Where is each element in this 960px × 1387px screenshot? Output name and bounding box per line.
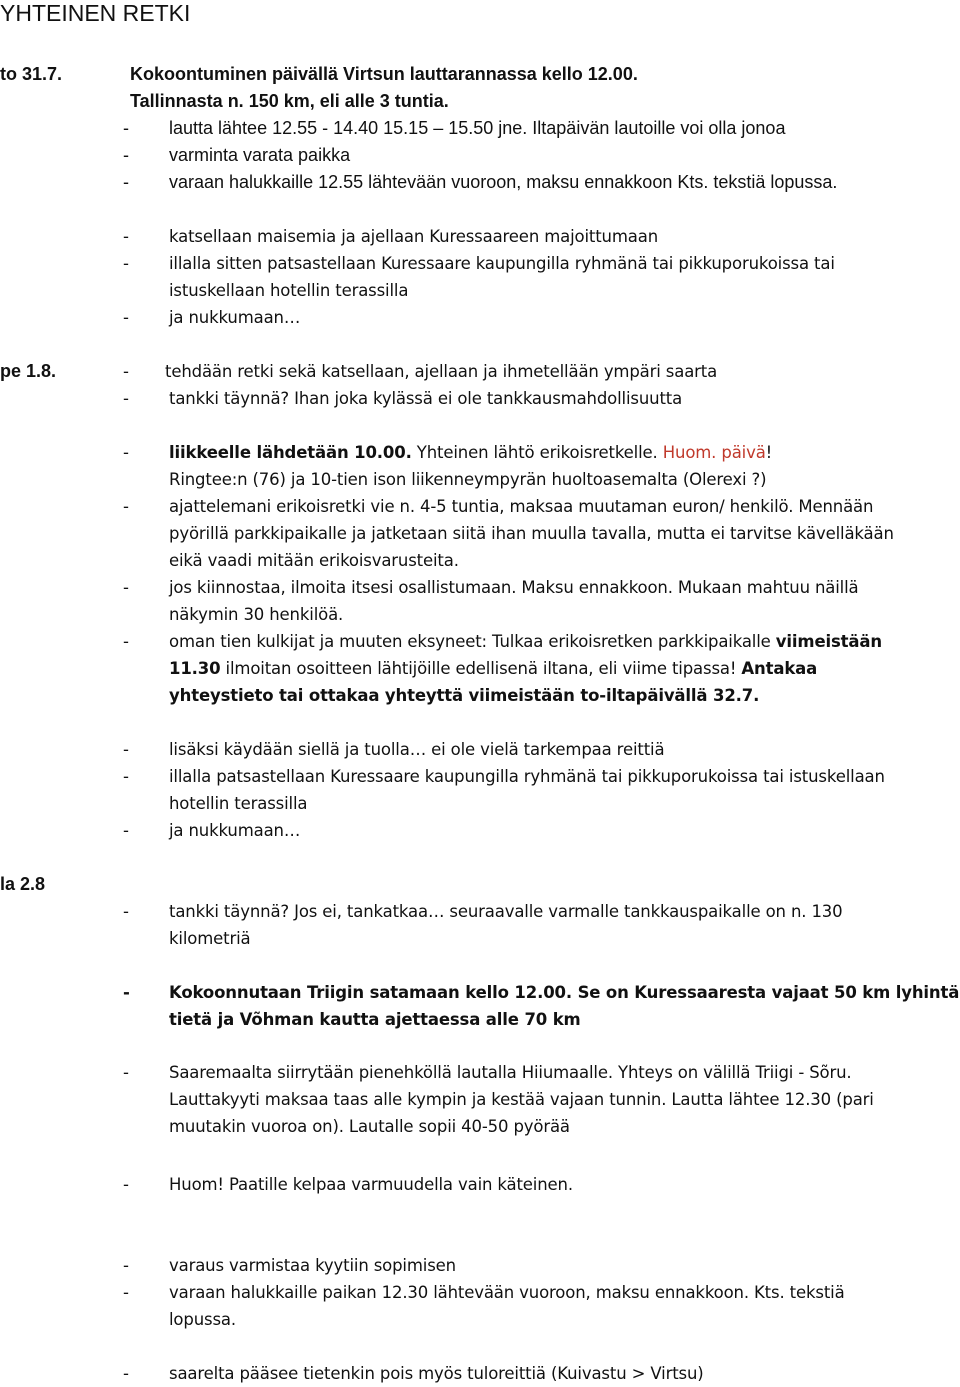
list-item-continuation: pyörillä parkkipaikalle ja jatketaan siitä ihan muulla tavalla, mutta ei tarvitse kävelläkään xyxy=(169,524,894,543)
bullet-dash: - xyxy=(123,1063,129,1082)
bullet-dash: - xyxy=(123,227,129,246)
bullet-dash: - xyxy=(123,389,129,408)
bullet-dash: - xyxy=(123,145,129,165)
list-item-continuation: näkymin 30 henkilöä. xyxy=(169,605,344,624)
list-item-text-part: oman tien kulkijat ja muuten eksyneet: Tulkaa erikoisretken parkkipaikalle xyxy=(169,632,776,651)
list-item-continuation: hotellin terassilla xyxy=(169,794,308,813)
list-item-text: Saaremaalta siirrytään pienehköllä lautalla Hiiumaalle. Yhteys on välillä Triigi - Sõru. xyxy=(169,1063,852,1082)
list-item-text: ja nukkumaan… xyxy=(169,821,301,840)
departure-note: Yhteinen lähtö erikoisretkelle. xyxy=(411,443,663,462)
bullet-dash: - xyxy=(123,767,129,786)
list-item-text: ja nukkumaan… xyxy=(169,308,301,327)
bullet-dash: - xyxy=(123,308,129,327)
list-item-continuation: lopussa. xyxy=(169,1310,236,1329)
list-item-continuation: istuskellaan hotellin terassilla xyxy=(169,281,409,300)
contact-note: Antakaa xyxy=(741,659,818,678)
list-item-text xyxy=(169,439,772,466)
list-item-text: Huom! Paatille kelpaa varmuudella vain käteinen. xyxy=(169,1175,573,1194)
list-item-text: illalla patsastellaan Kuressaare kaupungilla ryhmänä tai pikkuporukoissa tai istuskellaan xyxy=(169,767,885,786)
list-item-text-part: ilmoitan osoitteen lähtijöille edellisenä iltana, eli viime tipassa! xyxy=(220,659,742,678)
deadline-word: viimeistään xyxy=(775,632,882,651)
list-item-text: saarelta pääsee tietenkin pois myös tuloreittiä (Kuivastu > Virtsu) xyxy=(169,1364,704,1383)
bullet-dash: - xyxy=(123,497,129,516)
list-item-text: ajattelemani erikoisretki vie n. 4-5 tuntia, maksaa muutaman euron/ henkilö. Mennään xyxy=(169,497,874,516)
bullet-dash: - xyxy=(123,1175,129,1194)
list-item-continuation: tietä ja Võhman kautta ajettaessa alle 70 km xyxy=(169,1010,581,1029)
bullet-dash: - xyxy=(123,1283,129,1302)
bullet-dash: - xyxy=(123,902,129,921)
day-note: Huom. päivä xyxy=(662,443,766,462)
list-item-continuation xyxy=(169,655,817,682)
bullet-dash: - xyxy=(123,118,129,138)
list-item-text xyxy=(169,628,882,655)
day-label-saturday: la 2.8 xyxy=(0,874,46,894)
day-label-friday: pe 1.8. xyxy=(0,361,57,381)
bullet-dash: - xyxy=(123,172,129,192)
list-item-text: tehdään retki sekä katsellaan, ajellaan ja ihmetellään ympäri saarta xyxy=(165,362,718,381)
list-item-continuation: yhteystieto tai ottakaa yhteyttä viimeistään to-iltapäivällä 32.7. xyxy=(169,686,760,705)
bullet-dash: - xyxy=(123,443,129,462)
list-item-continuation: Lauttakyyti maksaa taas alle kympin ja kestää vajaan tunnin. Lautta lähtee 12.30 (pari xyxy=(169,1090,874,1109)
distance-line: Tallinnasta n. 150 km, eli alle 3 tuntia. xyxy=(130,91,449,111)
list-item-text: Kokoonnutaan Triigin satamaan kello 12.00. Se on Kuressaaresta vajaat 50 km lyhintä xyxy=(169,983,960,1002)
exclamation: ! xyxy=(765,443,773,462)
list-item-text: varminta varata paikka xyxy=(169,145,351,165)
day-label-thursday: to 31.7. xyxy=(0,64,63,84)
list-item-text: varaan halukkaille 12.55 lähtevään vuoroon, maksu ennakkoon Kts. tekstiä lopussa. xyxy=(169,172,838,192)
document-title: YHTEINEN RETKI xyxy=(0,0,191,26)
bullet-dash: - xyxy=(123,362,129,381)
bullet-dash: - xyxy=(123,1364,129,1383)
deadline-time: 11.30 xyxy=(169,659,221,678)
bullet-dash: - xyxy=(123,821,129,840)
bullet-dash: - xyxy=(123,983,130,1002)
list-item-text: tankki täynnä? Ihan joka kylässä ei ole tankkausmahdollisuutta xyxy=(169,389,683,408)
list-item-text: jos kiinnostaa, ilmoita itsesi osallistumaan. Maksu ennakkoon. Mukaan mahtuu näillä xyxy=(169,578,859,597)
list-item-text: lautta lähtee 12.55 - 14.40 15.15 – 15.50 jne. Iltapäivän lautoille voi olla jonoa xyxy=(169,118,786,138)
bullet-dash: - xyxy=(123,254,129,273)
list-item-continuation: Ringtee:n (76) ja 10-tien ison liikenneympyrän huoltoasemalta (Olerexi ?) xyxy=(169,470,767,489)
departure-time: liikkeelle lähdetään 10.00. xyxy=(169,443,412,462)
list-item-text: lisäksi käydään siellä ja tuolla… ei ole vielä tarkempaa reittiä xyxy=(169,740,665,759)
list-item-text: katsellaan maisemia ja ajellaan Kuressaareen majoittumaan xyxy=(169,227,659,246)
list-item-text: tankki täynnä? Jos ei, tankatkaa… seuraavalle varmalle tankkauspaikalle on n. 130 xyxy=(169,902,843,921)
list-item-text: illalla sitten patsastellaan Kuressaare kaupungilla ryhmänä tai pikkuporukoissa tai xyxy=(169,254,835,273)
list-item-text: varaan halukkaille paikan 12.30 lähtevään vuoroon, maksu ennakkoon. Kts. tekstiä xyxy=(169,1283,845,1302)
meeting-line: Kokoontuminen päivällä Virtsun lauttarannassa kello 12.00. xyxy=(130,64,638,84)
list-item-continuation: eikä vaadi mitään erikoisvarusteita. xyxy=(169,551,459,570)
bullet-dash: - xyxy=(123,578,129,597)
list-item-continuation: kilometriä xyxy=(169,929,251,948)
bullet-dash: - xyxy=(123,632,129,651)
list-item-continuation: muutakin vuoroa on). Lautalle sopii 40-50 pyörää xyxy=(169,1117,570,1136)
bullet-dash: - xyxy=(123,740,129,759)
bullet-dash: - xyxy=(123,1256,129,1275)
list-item-text: varaus varmistaa kyytiin sopimisen xyxy=(169,1256,456,1275)
